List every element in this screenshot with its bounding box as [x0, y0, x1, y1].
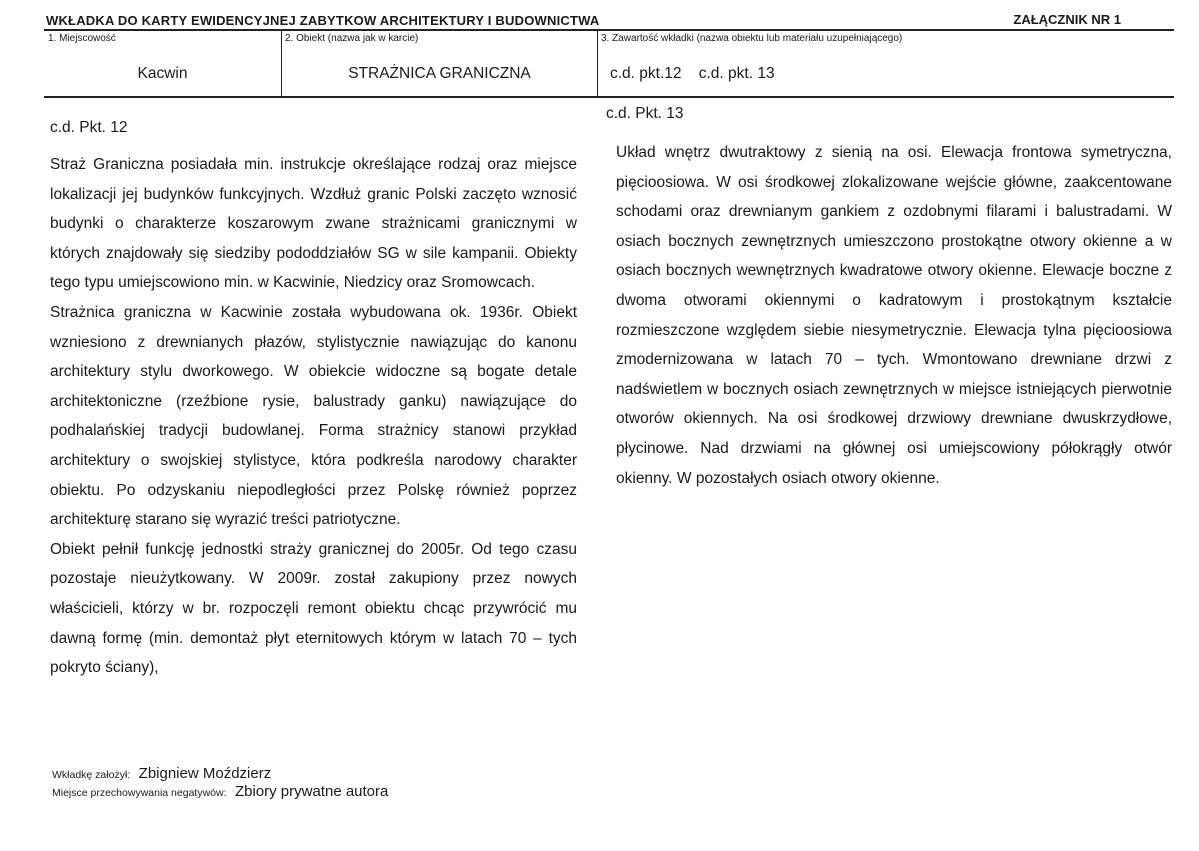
- content-value: c.d. pkt.12 c.d. pkt. 13: [610, 65, 775, 82]
- author-label: Wkładkę założył:: [52, 769, 131, 781]
- object-label: 2. Obiekt (nazwa jak w karcie): [285, 33, 419, 44]
- object-value: STRAŻNICA GRANICZNA: [348, 65, 531, 82]
- annex-number: ZAŁĄCZNIK NR 1: [1013, 12, 1121, 27]
- header-top-rule: [44, 29, 1174, 31]
- header-bottom-rule: [44, 96, 1174, 98]
- locality-value: Kacwin: [137, 65, 188, 82]
- paragraph: Układ wnętrz dwutraktowy z sienią na osi. Elewacja frontowa symetryczna, pięcioosiowa. W osi środkowej zlokalizowane wejście główne, zaakcentowane schodami oraz drewnianym gankiem z ozdobnymi filarami i balustradami. W osiach bocznych zewnętrznych umieszczono prostokątne otwory okienne a w osiach bocznych wewnętrznych kwadratowe otwory okienne. Elewacje boczne z dwoma otworami okiennymi o kadratowym i prostokątnym kształcie rozmieszczone względem siebie niesymetrycznie. Elewacja tylna pięcioosiowa zmodernizowana w latach 70 – tych. Wmontowano drewniane drzwi z nadświetlem w bocznych osiach zewnętrznych w miejsce istniejących pierwotnie otworów okiennych. Na osi środkowej drzwiowy drewniane dwuskrzydłowe, płycinowe. Nad drzwiami na głównej osi umiejscowiony półokrągły otwór okienny. W pozostałych osiach otwory okienne.: [616, 144, 1172, 487]
- storage-line: [52, 783, 388, 801]
- storage-label: Miejsce przechowywania negatywów:: [52, 787, 227, 799]
- locality-label: 1. Miejscowość: [48, 33, 116, 44]
- paragraph: Straż Graniczna posiadała min. instrukcje określające rodzaj oraz miejsce lokalizacji jej budynków funkcyjnych. Wzdłuż granic Polski zaczęto wznosić budynki o charakterze koszarowym zwane strażnicami granicznymi w których znajdowały się siedziby pododdziałów SG w sile kampanii. Obiekty tego typu umiejscowiono min. w Kacwinie, Niedzicy oraz Sromowcach.: [50, 156, 577, 292]
- column-divider: [281, 29, 282, 97]
- section-heading-pkt13: c.d. Pkt. 13: [606, 105, 684, 122]
- content-label: 3. Zawartość wkładki (nazwa obiektu lub materiału uzupełniającego): [601, 33, 903, 44]
- storage-value: Zbiory prywatne autora: [234, 783, 389, 800]
- section-text-pkt13: [616, 138, 1172, 493]
- section-heading-pkt12: c.d. Pkt. 12: [50, 119, 128, 136]
- section-text-pkt12: [50, 150, 577, 683]
- column-divider: [597, 29, 598, 97]
- paragraph: Obiekt pełnił funkcję jednostki straży granicznej do 2005r. Od tego czasu pozostaje nieużytkowany. W 2009r. został zakupiony przez nowych właścicieli, którzy w br. rozpoczęli remont obiektu chcąc przywrócić mu dawną formę (min. demontaż płyt eternitowych którym w latach 70 – tych pokryto ściany),: [50, 540, 577, 677]
- author-name: Zbigniew Moździerz: [138, 765, 272, 782]
- document-title: WKŁADKA DO KARTY EWIDENCYJNEJ ZABYTKOW ARCHITEKTURY I BUDOWNICTWA: [46, 13, 600, 28]
- author-line: [52, 765, 271, 783]
- paragraph: Strażnica graniczna w Kacwinie została wybudowana ok. 1936r. Obiekt wzniesiono z drewnianych płazów, stylistycznie nawiązując do kanonu architektury stylu dworkowego. W obiekcie widoczne są bogate detale architektoniczne (rzeźbione rysie, balustrady ganku) nawiązujące do podhalańskiej tradycji budowlanej. Forma strażnicy stanowi przykład architektury o swojskiej stylistyce, która podkreśla narodowy charakter obiektu. Po odzyskaniu niepodległości przez Polskę również poprzez architekturę starano się wyrazić treści patriotyczne.: [50, 303, 577, 529]
